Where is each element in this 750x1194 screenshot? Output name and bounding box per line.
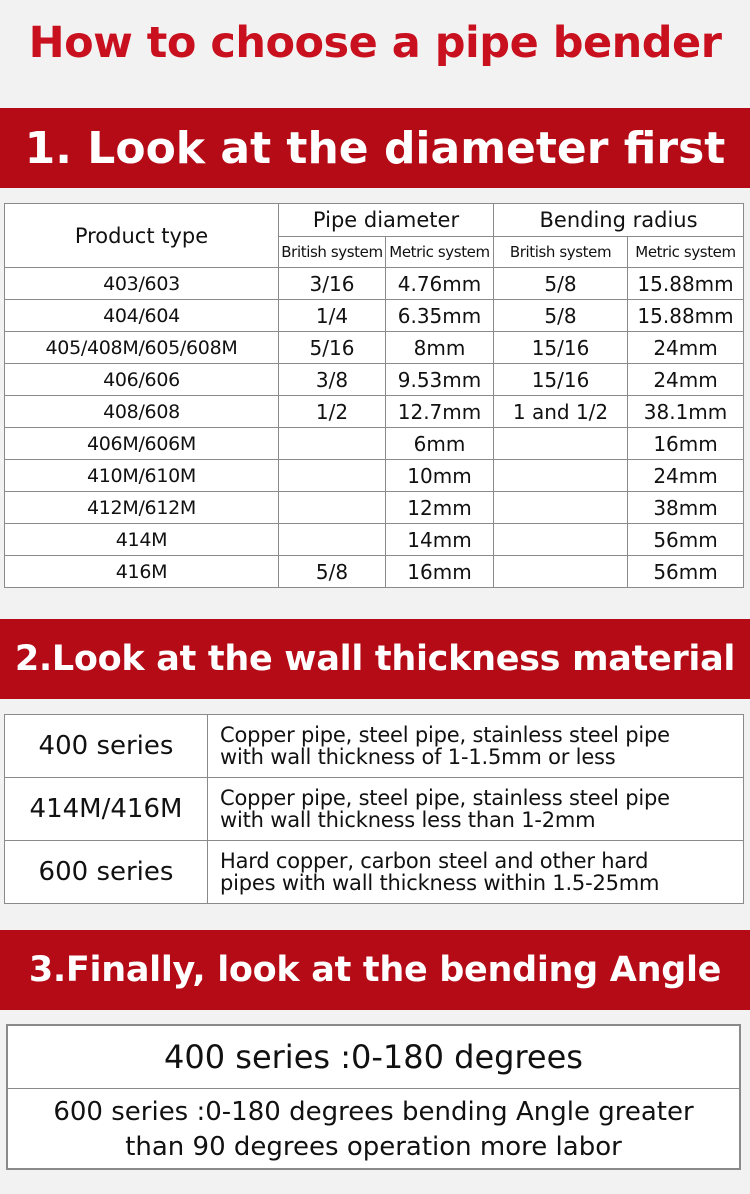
radius-british-cell: [494, 524, 628, 556]
table-row: [5, 492, 744, 524]
pipe-metric-cell: 16mm: [386, 556, 494, 588]
material-line: with wall thickness of 1-1.5mm or less: [220, 745, 616, 769]
table-row: [5, 460, 744, 492]
radius-british-cell: [494, 460, 628, 492]
header-pipe-british: British system: [279, 237, 386, 268]
material-line: Copper pipe, steel pipe, stainless steel pipe: [220, 723, 670, 747]
section-1-heading: 1. Look at the diameter first: [0, 108, 750, 188]
pipe-british-cell: [279, 492, 386, 524]
material-line: pipes with wall thickness within 1.5-25mm: [220, 871, 660, 895]
radius-metric-cell: 15.88mm: [628, 300, 744, 332]
product-type-cell: 414M: [5, 524, 279, 556]
angle-400-series: 400 series :0-180 degrees: [8, 1026, 739, 1089]
radius-british-cell: 1 and 1/2: [494, 396, 628, 428]
radius-british-cell: 5/8: [494, 300, 628, 332]
angle-600-series: [8, 1089, 739, 1165]
radius-british-cell: 15/16: [494, 364, 628, 396]
pipe-metric-cell: 12mm: [386, 492, 494, 524]
pipe-metric-cell: 14mm: [386, 524, 494, 556]
material-cell: [208, 778, 744, 841]
angle-600-line: 600 series :0-180 degrees bending Angle greater: [53, 1097, 694, 1127]
table-row: [5, 332, 744, 364]
material-line: Copper pipe, steel pipe, stainless steel pipe: [220, 786, 670, 810]
radius-british-cell: [494, 556, 628, 588]
radius-metric-cell: 56mm: [628, 524, 744, 556]
pipe-metric-cell: 6.35mm: [386, 300, 494, 332]
product-type-cell: 408/608: [5, 396, 279, 428]
radius-metric-cell: 56mm: [628, 556, 744, 588]
table-row: [5, 300, 744, 332]
product-type-cell: 412M/612M: [5, 492, 279, 524]
page-title: How to choose a pipe bender: [28, 18, 722, 68]
radius-british-cell: 15/16: [494, 332, 628, 364]
pipe-metric-cell: 12.7mm: [386, 396, 494, 428]
table-row: [5, 268, 744, 300]
section-3-heading: 3.Finally, look at the bending Angle: [0, 930, 750, 1010]
product-type-cell: 404/604: [5, 300, 279, 332]
header-radius-metric: Metric system: [628, 237, 744, 268]
product-type-cell: 406/606: [5, 364, 279, 396]
table-row: [5, 364, 744, 396]
series-cell: 400 series: [5, 715, 208, 778]
radius-british-cell: 5/8: [494, 268, 628, 300]
product-type-cell: 416M: [5, 556, 279, 588]
pipe-metric-cell: 6mm: [386, 428, 494, 460]
pipe-british-cell: [279, 460, 386, 492]
diameter-table: [4, 203, 744, 588]
angle-600-line: than 90 degrees operation more labor: [125, 1132, 622, 1162]
pipe-british-cell: [279, 428, 386, 460]
pipe-british-cell: 3/8: [279, 364, 386, 396]
header-product-type: Product type: [5, 204, 279, 268]
product-type-cell: 410M/610M: [5, 460, 279, 492]
section-2-heading: 2.Look at the wall thickness material: [0, 619, 750, 699]
pipe-metric-cell: 10mm: [386, 460, 494, 492]
pipe-british-cell: 5/8: [279, 556, 386, 588]
product-type-cell: 406M/606M: [5, 428, 279, 460]
header-pipe-diameter: Pipe diameter: [279, 204, 494, 237]
radius-metric-cell: 38mm: [628, 492, 744, 524]
pipe-british-cell: 3/16: [279, 268, 386, 300]
table-row: [5, 428, 744, 460]
radius-metric-cell: 16mm: [628, 428, 744, 460]
pipe-british-cell: 1/4: [279, 300, 386, 332]
table-row: [5, 841, 744, 904]
pipe-british-cell: [279, 524, 386, 556]
material-line: with wall thickness less than 1-2mm: [220, 808, 596, 832]
radius-metric-cell: 24mm: [628, 332, 744, 364]
table-row: [5, 396, 744, 428]
radius-british-cell: [494, 492, 628, 524]
material-cell: [208, 841, 744, 904]
series-cell: 600 series: [5, 841, 208, 904]
material-line: Hard copper, carbon steel and other hard: [220, 849, 649, 873]
product-type-cell: 405/408M/605/608M: [5, 332, 279, 364]
product-type-cell: 403/603: [5, 268, 279, 300]
material-cell: [208, 715, 744, 778]
pipe-british-cell: 1/2: [279, 396, 386, 428]
header-bending-radius: Bending radius: [494, 204, 744, 237]
radius-metric-cell: 24mm: [628, 364, 744, 396]
series-cell: 414M/416M: [5, 778, 208, 841]
pipe-metric-cell: 4.76mm: [386, 268, 494, 300]
header-radius-british: British system: [494, 237, 628, 268]
table-row: [5, 715, 744, 778]
header-pipe-metric: Metric system: [386, 237, 494, 268]
table-row: [5, 778, 744, 841]
pipe-metric-cell: 9.53mm: [386, 364, 494, 396]
table-row: [5, 524, 744, 556]
pipe-british-cell: 5/16: [279, 332, 386, 364]
radius-metric-cell: 15.88mm: [628, 268, 744, 300]
bending-angle-box: [6, 1024, 741, 1170]
pipe-metric-cell: 8mm: [386, 332, 494, 364]
radius-metric-cell: 24mm: [628, 460, 744, 492]
radius-metric-cell: 38.1mm: [628, 396, 744, 428]
radius-british-cell: [494, 428, 628, 460]
wall-thickness-table: [4, 714, 744, 904]
table-row: [5, 556, 744, 588]
